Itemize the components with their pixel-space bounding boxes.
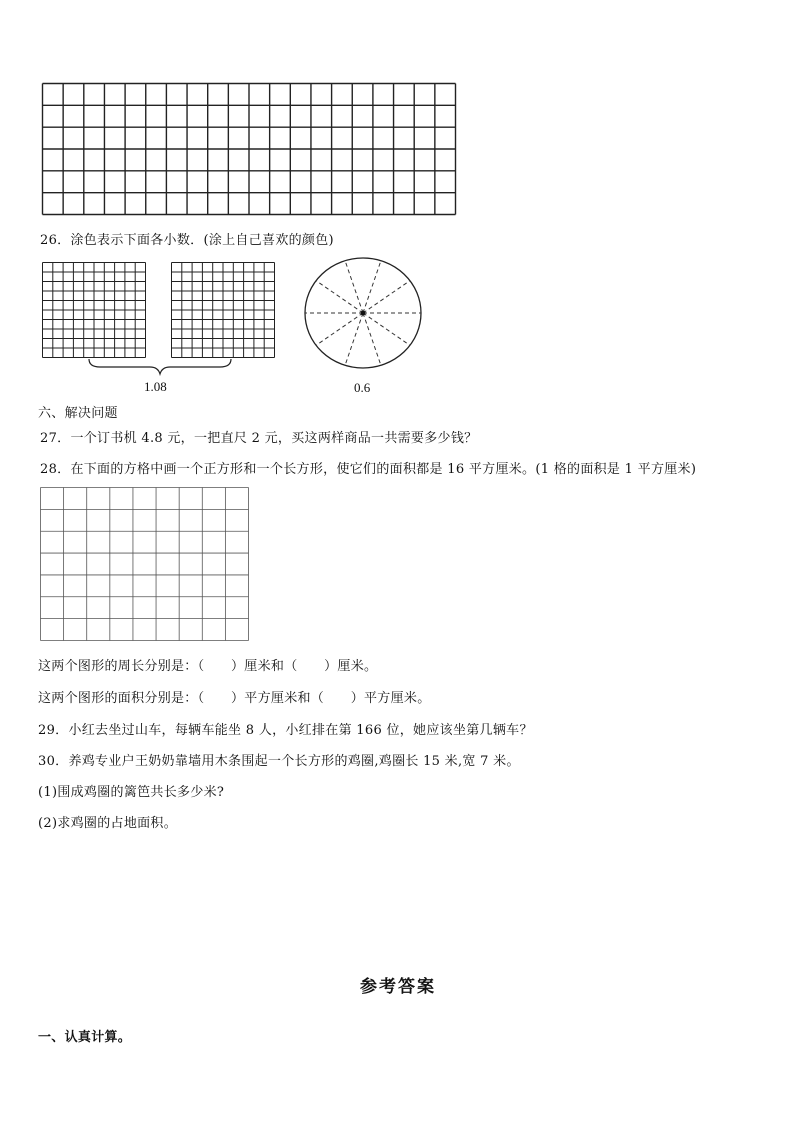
top-answer-grid: [42, 83, 456, 215]
question-28-text: 28．在下面的方格中画一个正方形和一个长方形，使它们的面积都是 16 平方厘米。(1 格的面积是 1 平方厘米): [40, 462, 697, 477]
question-27-text: 27．一个订书机 4.8 元，一把直尺 2 元，买这两样商品一共需要多少钱？: [40, 431, 478, 446]
perimeter-answer-line: 这两个图形的周长分别是：（ ）厘米和（ ）厘米。: [38, 659, 378, 674]
drawing-grid-q28: [40, 487, 249, 641]
question-30-part-1: (1)围成鸡圈的篱笆共长多少米?: [38, 785, 225, 800]
question-29-text: 29．小红去坐过山车，每辆车能坐 8 人，小红排在第 166 位，她应该坐第几辆车？: [38, 723, 533, 738]
hundred-grid-right: [171, 262, 275, 358]
question-30-part-2: (2)求鸡圈的占地面积。: [38, 816, 178, 831]
grid-decimal-label: 1.08: [144, 379, 167, 394]
section-6-heading: 六、解决问题: [38, 406, 118, 421]
answer-section-1-heading: 一、认真计算。: [38, 1030, 132, 1045]
circle-divided-in-ten: [304, 257, 422, 369]
answer-key-title: 参考答案: [360, 977, 436, 997]
question-30-text: 30．养鸡专业户王奶奶靠墙用木条围起一个长方形的鸡圈,鸡圈长 15 米,宽 7 米。: [38, 754, 520, 769]
question-26-text: 26．涂色表示下面各小数．(涂上自己喜欢的颜色): [40, 233, 334, 248]
hundred-grid-left: [42, 262, 146, 358]
brace-under-grids: [88, 358, 233, 376]
circle-decimal-label: 0.6: [354, 380, 371, 395]
area-answer-line: 这两个图形的面积分别是：（ ）平方厘米和（ ）平方厘米。: [38, 691, 431, 706]
